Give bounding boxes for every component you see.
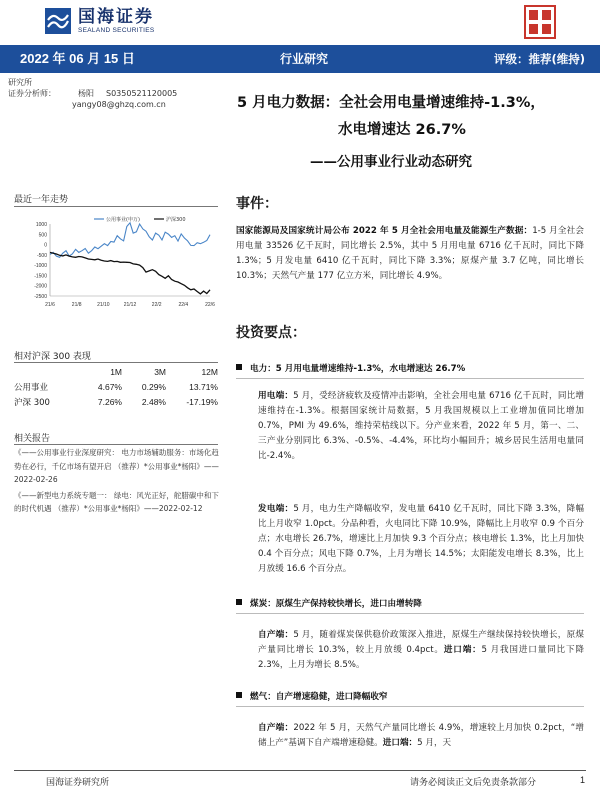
related-report-link[interactable]: 《——新型电力系统专题一： 绿电：风光正好，舵腊碳中和下的时代机遇 （推荐）*公用事业*杨阳》——2022-02-12 bbox=[14, 490, 219, 513]
para-body: 5 月，随着煤炭保供稳价政策深入推进，原煤生产继续保持较快增长，原煤产量同比增长 10.3%，较上月放缓 0.4pct。 bbox=[258, 630, 584, 655]
perf-col-header: 12M bbox=[201, 366, 218, 377]
x-tick-label: 21/12 bbox=[123, 302, 137, 308]
x-tick-label: 21/8 bbox=[71, 302, 82, 308]
y-tick-label: -500 bbox=[36, 252, 47, 259]
report-type: 行业研究 bbox=[280, 52, 329, 66]
report-date: 2022 年 06 月 15 日 bbox=[20, 51, 135, 66]
reports-heading: 相关报告 bbox=[14, 434, 51, 444]
x-tick-label: 21/6 bbox=[45, 302, 55, 308]
section-title: 煤炭：原煤生产保持较快增长，进口由增转降 bbox=[250, 599, 422, 609]
bullet-square-icon bbox=[236, 599, 242, 605]
analyst-info bbox=[8, 77, 177, 110]
table-row bbox=[14, 379, 218, 394]
perf-col-header: 1M bbox=[110, 366, 122, 377]
section-coal bbox=[236, 597, 422, 609]
divider bbox=[236, 378, 584, 379]
performance-table bbox=[14, 364, 218, 409]
report-title-line1: 5 月电力数据：全社会用电量增速维持-1.3%， bbox=[237, 95, 545, 111]
y-tick-label: 500 bbox=[38, 232, 47, 239]
divider bbox=[14, 362, 218, 363]
related-reports bbox=[14, 446, 220, 516]
para-body: 5 月，天 bbox=[417, 738, 452, 748]
perf-col-header: 3M bbox=[154, 366, 166, 377]
event-heading: 事件： bbox=[236, 196, 278, 212]
demand-paragraph bbox=[258, 389, 584, 464]
para-label: 进口端： bbox=[443, 645, 482, 655]
para-body: 5 月，受经济疲软及疫情冲击影响，全社会用电量 6716 亿千瓦时，同比增速维持在-1.3%。根据国家统计局数据，5 月我国规模以上工业增加值同比增加 0.7%，PMI 为 49.6%，维持荣枯线以下。分产业来看，2022 年 5 月，第一、二、三产业分别同比 6.3%、-0.5%、-4.4%，环比均小幅回升；城乡居民生活用电量同比-2.4%。 bbox=[258, 391, 584, 461]
legend-label: 沪深300 bbox=[166, 217, 186, 223]
para-body: 5 月我国进口量同比下降 2.3%，上月为增长 8.5%。 bbox=[258, 645, 584, 670]
divider bbox=[236, 613, 584, 614]
report-subtitle: ——公用事业行业动态研究 bbox=[310, 154, 472, 170]
y-tick-label: 1000 bbox=[35, 222, 47, 228]
institute-label: 研究所 bbox=[8, 78, 32, 87]
related-report-link[interactable]: 《——公用事业行业深度研究： 电力市场辅助服务：市场化趋势在必行，千亿市场有望开启 （推荐）*公用事业*杨阳》——2022-02-26 bbox=[14, 448, 219, 484]
perf-row-name: 公用事业 bbox=[14, 382, 49, 393]
analyst-email[interactable]: yangy08@ghzq.com.cn bbox=[72, 100, 166, 109]
y-tick-label: -1500 bbox=[34, 273, 47, 280]
section-title: 电力：5 月用电量增速维持-1.3%，水电增速达 26.7% bbox=[250, 364, 466, 374]
footer-disclaimer: 请务必阅读正文后免责条款部分 bbox=[410, 778, 537, 788]
divider bbox=[236, 706, 584, 707]
perf-heading: 相对沪深 300 表现 bbox=[14, 352, 91, 362]
section-electricity bbox=[236, 362, 465, 374]
para-body: 2022 年 5 月，天然气产量同比增长 4.9%，增速较上月加快 0.2pct，“增储上产”基调下自产端增速稳健。 bbox=[258, 723, 584, 748]
para-label: 自产端： bbox=[258, 723, 294, 733]
para-label: 发电端： bbox=[258, 504, 294, 514]
perf-cell: 2.48% bbox=[141, 396, 166, 407]
legend-label: 公用事业(申万) bbox=[106, 217, 140, 223]
report-rating: 评级：推荐(维持) bbox=[494, 52, 586, 66]
perf-cell: 4.67% bbox=[97, 381, 122, 392]
y-tick-label: -2000 bbox=[34, 283, 47, 290]
perf-cell: 0.29% bbox=[141, 381, 166, 392]
company-logo bbox=[44, 4, 155, 38]
gas-paragraph bbox=[258, 721, 584, 751]
bullet-square-icon bbox=[236, 364, 242, 370]
brand-name-en: SEALAND SECURITIES bbox=[78, 26, 155, 34]
investment-points-heading: 投资要点： bbox=[236, 325, 306, 341]
divider bbox=[14, 206, 218, 207]
series-line-utilities bbox=[50, 223, 210, 257]
perf-cell: -17.19% bbox=[186, 396, 218, 407]
supply-paragraph bbox=[258, 502, 584, 577]
coal-paragraph bbox=[258, 628, 584, 673]
footer-divider bbox=[14, 770, 586, 771]
x-tick-label: 22/2 bbox=[151, 302, 162, 308]
event-paragraph bbox=[236, 224, 584, 284]
bullet-square-icon bbox=[236, 692, 242, 698]
para-label: 用电端： bbox=[258, 391, 294, 401]
y-tick-label: -2500 bbox=[34, 294, 47, 300]
perf-cell: 13.71% bbox=[189, 381, 218, 392]
perf-cell: 7.26% bbox=[97, 396, 122, 407]
event-lead: 国家能源局及国家统计局公布 2022 年 5 月全社会用电量及能源生产数据： bbox=[236, 226, 533, 236]
para-label: 进口端： bbox=[382, 738, 418, 748]
section-title: 燃气：自产增速稳健，进口降幅收窄 bbox=[250, 692, 388, 702]
company-seal-icon bbox=[524, 5, 556, 39]
report-title-line2: 水电增速达 26.7% bbox=[338, 122, 466, 138]
page-number: 1 bbox=[580, 775, 586, 785]
divider bbox=[14, 444, 218, 445]
sealand-logo-icon bbox=[44, 7, 72, 35]
x-tick-label: 21/10 bbox=[97, 302, 110, 308]
x-tick-label: 22/6 bbox=[205, 302, 215, 308]
trend-heading: 最近一年走势 bbox=[14, 195, 69, 205]
cert-number: S0350521120005 bbox=[106, 89, 178, 98]
y-tick-label: -1000 bbox=[34, 263, 47, 270]
para-body: 5 月，电力生产降幅收窄，发电量 6410 亿千瓦时，同比下降 3.3%，降幅比上月收窄 1.0pct。分品种看，火电同比下降 10.9%，降幅比上月收窄 0.9 个百分点；水电增长 26.7%，增速比上月加快 9.3 个百分点；核电增长 1.3%，比上月加快 0.4 个百分点；风电下降 0.7%，上月为增长 14.5%；太阳能发电增长 8.3%，比上月放缓 16.6 个百分点。 bbox=[258, 504, 584, 574]
perf-col-header bbox=[14, 364, 78, 379]
series-line-csi300 bbox=[50, 252, 210, 294]
perf-header-row bbox=[14, 364, 218, 379]
para-label: 自产端： bbox=[258, 630, 294, 640]
event-body: 1-5 月全社会用电量 33526 亿千瓦时，同比增长 2.5%，其中 5 月用电量 6716 亿千瓦时，同比下降 1.3%；5 月发电量 6410 亿千瓦时，同比下降 3.3%；原煤产量 3.7 亿吨，同比增长 10.3%；天然气产量 177 亿立方米，同比增长 4.9%。 bbox=[236, 226, 584, 281]
brand-name-cn: 国海证券 bbox=[78, 6, 154, 27]
perf-row-name: 沪深 300 bbox=[14, 397, 50, 408]
table-row bbox=[14, 394, 218, 409]
y-tick-label: 0 bbox=[44, 242, 47, 249]
cert-label: 证券分析师： bbox=[8, 89, 56, 98]
x-tick-label: 22/4 bbox=[178, 302, 189, 308]
section-gas bbox=[236, 690, 388, 702]
header-bar bbox=[0, 45, 600, 73]
footer-institute: 国海证券研究所 bbox=[46, 778, 110, 788]
analyst-name: 杨阳 bbox=[78, 89, 94, 98]
trend-chart bbox=[14, 212, 220, 312]
